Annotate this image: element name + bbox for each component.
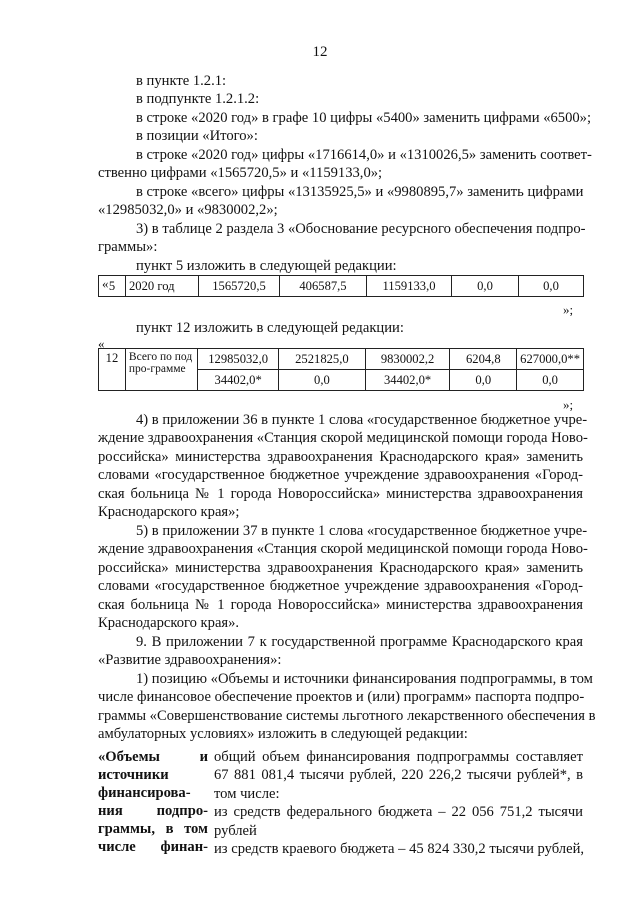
table-cell: 34402,0* bbox=[198, 370, 279, 391]
table-cell: 0,0 bbox=[279, 370, 366, 391]
text-line: граммы «Совершенствование системы льготного лекарственного обеспечения в bbox=[98, 708, 596, 724]
passport-label-line: граммы, в том bbox=[98, 821, 208, 837]
table-row bbox=[99, 276, 584, 297]
text-line: в строке «2020 год» цифры «1716614,0» и «1310026,5» заменить соответ- bbox=[136, 147, 592, 163]
table-cell: 2020 год bbox=[126, 276, 199, 297]
quote-open-mark: « bbox=[102, 276, 109, 291]
passport-value-line: 67 881 081,4 тысячи рублей, 220 226,2 тысячи рублей*, в bbox=[214, 767, 583, 783]
table-cell: 12985032,0 bbox=[198, 349, 279, 370]
passport-value-line: из средств краевого бюджета – 45 824 330,2 тысячи рублей, bbox=[214, 841, 585, 857]
passport-label-line: числе финан- bbox=[98, 839, 208, 855]
text-line: словами «государственное бюджетное учреждение здравоохранения «Город- bbox=[98, 578, 583, 594]
text-line: 3) в таблице 2 раздела 3 «Обоснование ресурсного обеспечения подпро- bbox=[136, 221, 586, 237]
table-cell: 1565720,5 bbox=[199, 276, 280, 297]
text-line: российска» министерства здравоохранения Краснодарского края» заменить bbox=[98, 560, 583, 576]
text-line: 9. В приложении 7 к государственной программе Краснодарского края bbox=[136, 634, 583, 650]
text-line: в пункте 1.2.1: bbox=[136, 73, 227, 89]
table-cell: 9830002,2 bbox=[365, 349, 450, 370]
table-cell-label: Всего по подпро-грамме bbox=[125, 349, 197, 391]
text-line: в строке «всего» цифры «13135925,5» и «9980895,7» заменить цифрами bbox=[136, 184, 584, 200]
quote-close-mark: »; bbox=[563, 302, 574, 317]
text-line: 4) в приложении 36 в пункте 1 слова «государственное бюджетное учре- bbox=[136, 412, 588, 428]
table-item-12 bbox=[98, 348, 584, 391]
text-line: 1) позицию «Объемы и источники финансирования подпрограммы, в том bbox=[136, 671, 593, 687]
text-line: Краснодарского края». bbox=[98, 615, 240, 631]
text-line: словами «государственное бюджетное учреждение здравоохранения «Город- bbox=[98, 467, 583, 483]
quote-open-mark: « bbox=[98, 336, 105, 351]
text-line: в строке «2020 год» в графе 10 цифры «5400» заменить цифрами «6500»; bbox=[136, 110, 592, 126]
text-line: «12985032,0» и «9830002,2»; bbox=[98, 202, 278, 218]
table-cell: 406587,5 bbox=[280, 276, 367, 297]
passport-label-line: «Объемы и bbox=[98, 749, 208, 765]
text-line: ственно цифрами «1565720,5» и «1159133,0»; bbox=[98, 165, 383, 181]
table-row bbox=[99, 349, 584, 370]
passport-value-line: рублей bbox=[214, 823, 257, 839]
table-cell: 12 bbox=[99, 349, 126, 391]
text-line: «Развитие здравоохранения»: bbox=[98, 652, 282, 668]
table-item-5 bbox=[98, 275, 584, 297]
table-cell: 627000,0** bbox=[517, 349, 584, 370]
text-line: числе финансовое обеспечение проектов и (или) программ» паспорта подпро- bbox=[98, 689, 585, 705]
text-line: граммы»: bbox=[98, 239, 158, 255]
text-line: амбулаторных условиях» изложить в следующей редакции: bbox=[98, 726, 468, 742]
table-cell: 34402,0* bbox=[365, 370, 450, 391]
text-line: российска» министерства здравоохранения Краснодарского края» заменить bbox=[98, 449, 583, 465]
text-line: пункт 12 изложить в следующей редакции: bbox=[136, 320, 404, 336]
passport-value-line: из средств федерального бюджета – 22 056 751,2 тысячи bbox=[214, 804, 583, 820]
passport-label-line: ния подпро- bbox=[98, 803, 208, 819]
text-line: в подпункте 1.2.1.2: bbox=[136, 91, 260, 107]
table-cell: 5 bbox=[99, 276, 126, 297]
table-cell: 0,0 bbox=[517, 370, 584, 391]
table-cell: 1159133,0 bbox=[367, 276, 452, 297]
text-line: ская больница № 1 города Новороссийска» министерства здравоохранения bbox=[98, 597, 583, 613]
text-line: ждение здравоохранения «Станция скорой медицинской помощи города Ново- bbox=[98, 430, 588, 446]
passport-label-line: финансирова- bbox=[98, 785, 191, 801]
table-cell: 0,0 bbox=[519, 276, 584, 297]
text-line: ждение здравоохранения «Станция скорой медицинской помощи города Ново- bbox=[98, 541, 588, 557]
table-cell: 0,0 bbox=[450, 370, 517, 391]
table-cell: 2521825,0 bbox=[279, 349, 366, 370]
text-line: в позиции «Итого»: bbox=[136, 128, 258, 144]
table-cell: 0,0 bbox=[452, 276, 519, 297]
text-line: пункт 5 изложить в следующей редакции: bbox=[136, 258, 397, 274]
text-line: Краснодарского края»; bbox=[98, 504, 240, 520]
quote-close-mark: »; bbox=[563, 397, 574, 412]
page-number: 12 bbox=[312, 44, 328, 60]
table-cell: 6204,8 bbox=[450, 349, 517, 370]
passport-label-line: источники bbox=[98, 767, 169, 783]
passport-value-line: том числе: bbox=[214, 786, 280, 802]
passport-value-line: общий объем финансирования подпрограммы составляет bbox=[214, 749, 583, 765]
text-line: ская больница № 1 города Новороссийска» министерства здравоохранения bbox=[98, 486, 583, 502]
text-line: 5) в приложении 37 в пункте 1 слова «государственное бюджетное учре- bbox=[136, 523, 588, 539]
passport-position-label bbox=[98, 748, 208, 856]
